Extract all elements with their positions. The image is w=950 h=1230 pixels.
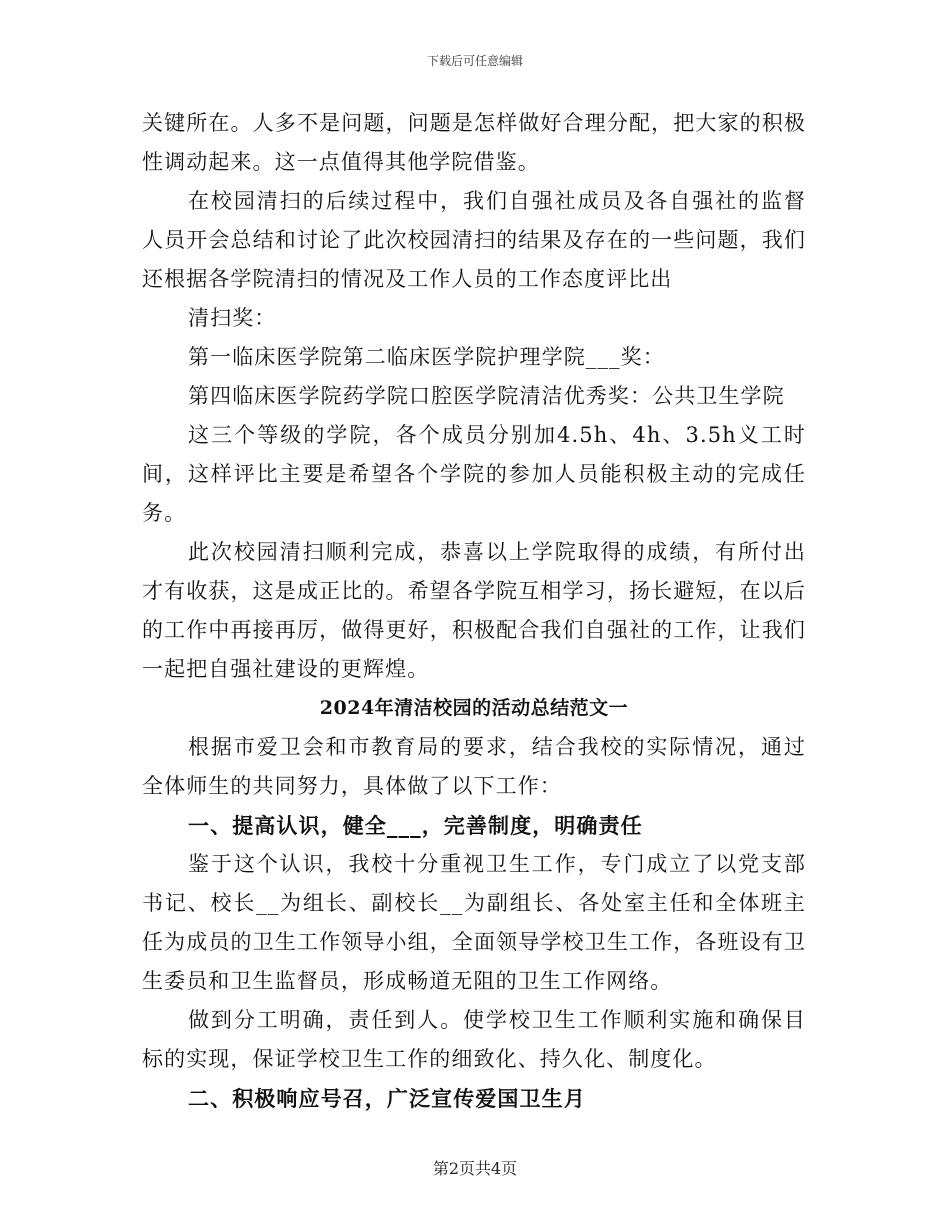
heading-2: 二、积极响应号召，广泛宣传爱国卫生月 — [188, 1086, 586, 1111]
paragraph-2: 在校园清扫的后续过程中，我们自强社成员及各自强社的监督人员开会总结和讨论了此次校园清扫的结果及存在的一些问题，我们还根据各学院清扫的情况及工作人员的工作态度评比出 — [142, 189, 806, 291]
heading-1: 一、提高认识，健全___，完善制度，明确责任 — [188, 813, 643, 838]
paragraph-6: 这三个等级的学院，各个成员分别加4.5h、4h、3.5h义工时间，这样评比主要是希望各个学院的参加人员能积极主动的完成任务。 — [142, 423, 806, 525]
paragraph-10: 做到分工明确，责任到人。使学校卫生工作顺利实施和确保目标的实现，保证学校卫生工作的细致化、持久化、制度化。 — [142, 1008, 806, 1071]
paragraph-4: 第一临床医学院第二临床医学院护理学院___奖： — [188, 345, 665, 369]
section-title: 2024年清洁校园的活动总结范文一 — [319, 697, 629, 719]
paragraph-9: 鉴于这个认识，我校十分重视卫生工作，专门成立了以党支部书记、校长__为组长、副校长__为副组长、各处室主任和全体班主任为成员的卫生工作领导小组，全面领导学校卫生工作，各班设有卫生委员和卫生监督员，形成畅道无阻的卫生工作网络。 — [142, 852, 806, 993]
paragraph-8: 根据市爱卫会和市教育局的要求，结合我校的实际情况，通过全体师生的共同努力，具体做了以下工作： — [142, 735, 806, 798]
paragraph-3: 清扫奖： — [188, 306, 277, 330]
paragraph-5: 第四临床医学院药学院口腔医学院清洁优秀奖：公共卫生学院 — [188, 384, 785, 408]
document-body — [142, 104, 806, 1118]
paragraph-1: 关键所在。人多不是问题，问题是怎样做好合理分配，把大家的积极性调动起来。这一点值得其他学院借鉴。 — [142, 111, 806, 174]
page-header: 下载后可任意编辑 — [426, 54, 523, 68]
paragraph-7: 此次校园清扫顺利完成，恭喜以上学院取得的成绩，有所付出才有收获，这是成正比的。希望各学院互相学习，扬长避短，在以后的工作中再接再厉，做得更好，积极配合我们自强社的工作，让我们一起把自强社建设的更辉煌。 — [142, 540, 806, 681]
page-number: 第2页共4页 — [432, 1159, 518, 1178]
